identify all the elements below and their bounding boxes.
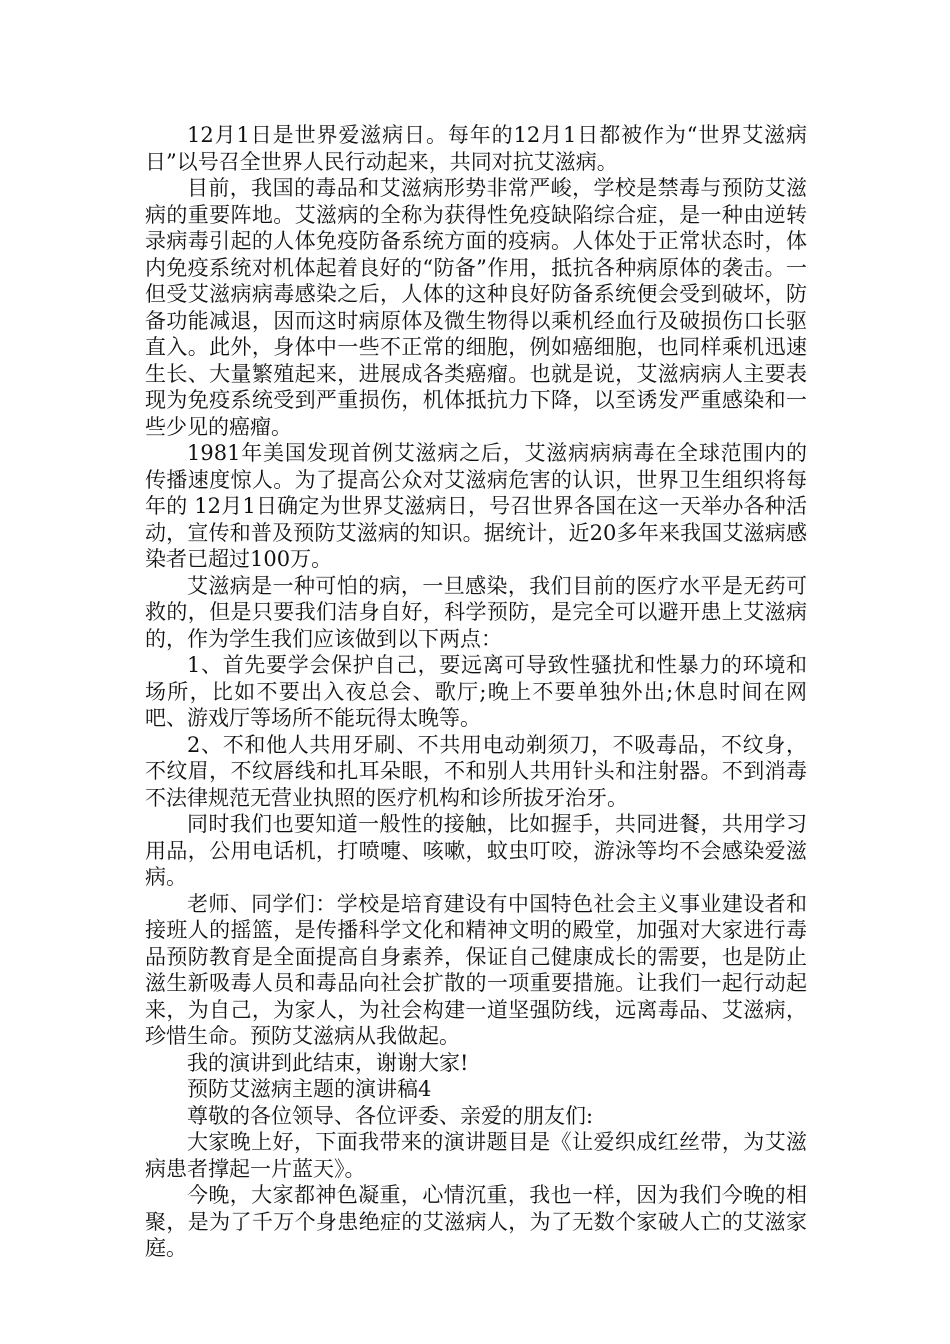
section-title: 预防艾滋病主题的演讲稿4 bbox=[187, 1077, 432, 1101]
paragraph-contact: 同时我们也要知道一般性的接触，比如握手，共同进餐，共用学习用品，公用电话机，打喷嚏、咳嗽，蚊虫叮咬，游泳等均不会感染爱滋病。 bbox=[145, 812, 807, 889]
paragraph-closing: 我的演讲到此结束，谢谢大家! bbox=[187, 1050, 469, 1075]
paragraph-intro: 12月1日是世界爱滋病日。每年的12月1日都被作为“世界艾滋病日”以号召全世界人民行动起来，共同对抗艾滋病。 bbox=[145, 123, 807, 174]
document-body bbox=[145, 122, 807, 1262]
paragraph-tonight: 今晚，大家都神色凝重，心情沉重，我也一样，因为我们今晚的相聚，是为了千万个身患绝症的艾滋病人，为了无数个家破人亡的艾滋家庭。 bbox=[145, 1183, 807, 1260]
paragraph-appeal: 老师、同学们：学校是培育建设有中国特色社会主义事业建设者和接班人的摇篮，是传播科学文化和精神文明的殿堂，加强对大家进行毒品预防教育是全面提高自身素养，保证自己健康成长的需要，也是防止滋生新吸毒人员和毒品向社会扩散的一项重要措施。让我们一起行动起来，为自己，为家人，为社会构建一道坚强防线，远离毒品、艾滋病，珍惜生命。预防艾滋病从我做起。 bbox=[145, 891, 807, 1048]
paragraph-point-2: 2、不和他人共用牙刷、不共用电动剃须刀，不吸毒品，不纹身，不纹眉，不纹唇线和扎耳朵眼，不和别人共用针头和注射器。不到消毒不法律规范无营业执照的医疗机构和诊所拔牙治牙。 bbox=[145, 732, 807, 810]
paragraph-point-1: 1、首先要学会保护自己，要远离可导致性骚扰和性暴力的环境和场所，比如不要出入夜总会、歌厅;晚上不要单独外出;休息时间在网吧、游戏厅等场所不能玩得太晚等。 bbox=[145, 653, 807, 730]
paragraph-history: 1981年美国发现首例艾滋病之后，艾滋病病病毒在全球范围内的传播速度惊人。为了提高公众对艾滋病危害的认识，世界卫生组织将每年的 12月1日确定为世界艾滋病日，号召世界各国在这一天举办各种活动，宣传和普及预防艾滋病的知识。据统计，近20多年来我国艾滋病感染者已超过100万。 bbox=[145, 441, 807, 571]
paragraph-greeting: 尊敬的各位领导、各位评委、亲爱的朋友们: bbox=[187, 1103, 594, 1128]
paragraph-situation: 目前，我国的毒品和艾滋病形势非常严峻，学校是禁毒与预防艾滋病的重要阵地。艾滋病的全称为获得性免疫缺陷综合症，是一种由逆转录病毒引起的人体免疫防备系统方面的疫病。人体处于正常状态时，体内免疫系统对机体起着良好的“防备”作用，抵抗各种病原体的袭击。一但受艾滋病病毒感染之后，人体的这种良好防备系统便会受到破坏，防备功能减退，因而这时病原体及微生物得以乘机经血行及破损伤口长驱直入。此外，身体中一些不正常的细胞，例如癌细胞，也同样乘机迅速生长、大量繁殖起来，进展成各类癌瘤。也就是说，艾滋病病人主要表现为免疫系统受到严重损伤，机体抵抗力下降，以至诱发严重感染和一些少见的癌瘤。 bbox=[145, 176, 807, 439]
paragraph-prevention-intro: 艾滋病是一种可怕的病，一旦感染，我们目前的医疗水平是无药可救的，但是只要我们洁身自好，科学预防，是完全可以避开患上艾滋病的，作为学生我们应该做到以下两点： bbox=[145, 573, 807, 651]
paragraph-topic: 大家晚上好，下面我带来的演讲题目是《让爱织成红丝带，为艾滋病患者撑起一片蓝天》。 bbox=[145, 1130, 807, 1181]
